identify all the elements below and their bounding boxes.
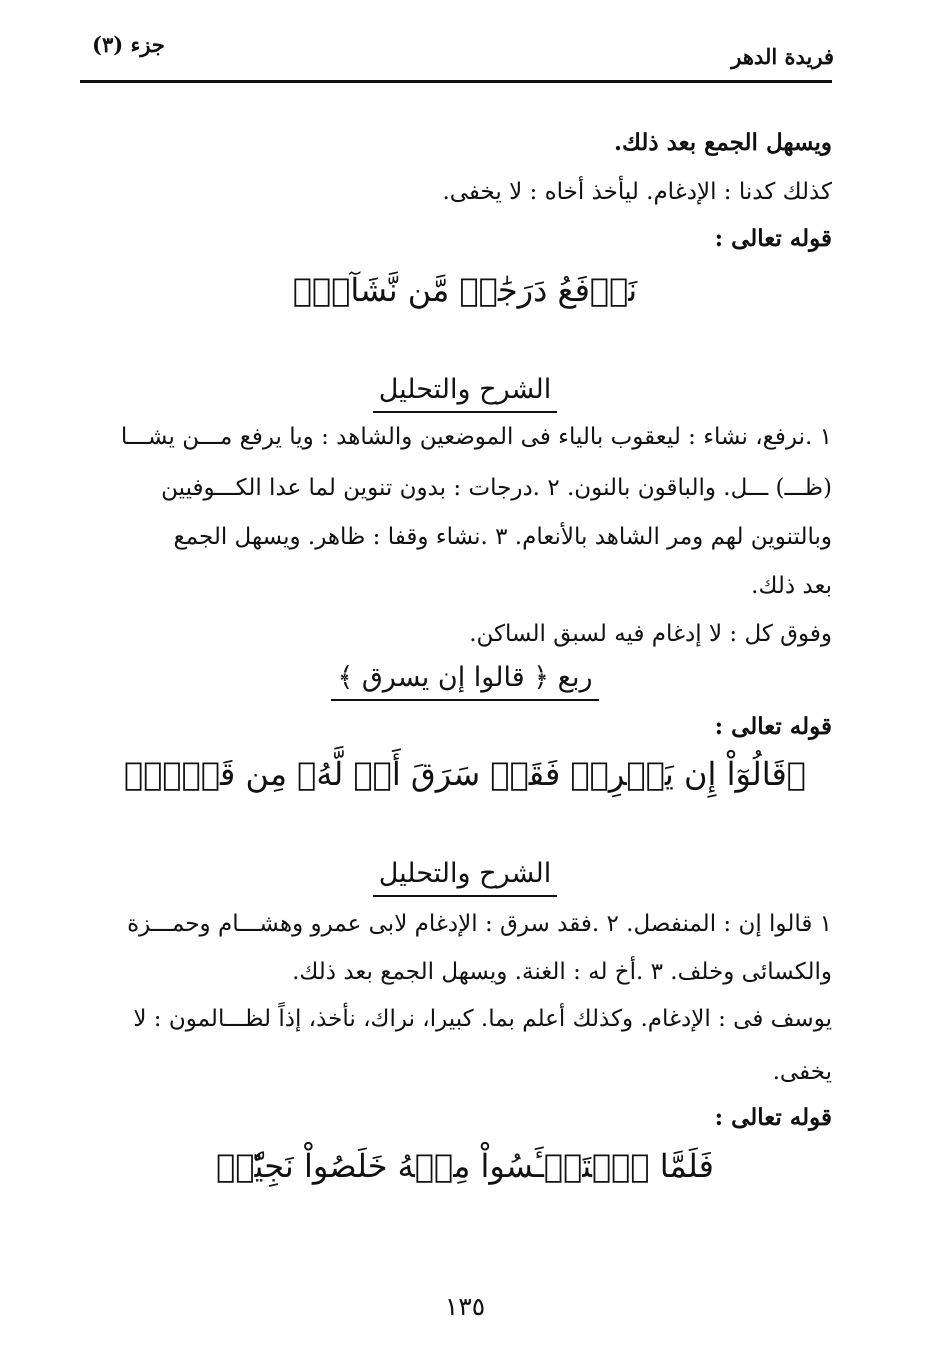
text-line: بعد ذلك. xyxy=(751,573,832,599)
section-title: ربع ﴿ قالوا إن يسرق ﴾ xyxy=(0,660,930,701)
text-line: (ظـــ) ـــل. والباقون بالنون. ٢ .درجات : بدون تنوين لما عدا الكـــوفيين xyxy=(161,475,832,501)
quran-verse: ۞قَالُوٓاْ إِن يَسۡرِقۡ فَقَدۡ سَرَقَ أَخٞ لَّهُۥ مِن قَبۡلُۚ xyxy=(124,755,806,793)
text-line: ويسهل الجمع بعد ذلك. xyxy=(613,129,832,156)
book-title: فريدة الدهر xyxy=(731,44,834,69)
text-line: يخفى. xyxy=(772,1059,832,1085)
text-line: والكسائى وخلف. ٣ .أخ له : الغنة. ويسهل الجمع بعد ذلك. xyxy=(292,959,832,985)
text-line: ١ قالوا إن : المنفصل. ٢ .فقد سرق : الإدغام لابى عمرو وهشـــام وحمـــزة xyxy=(127,911,832,937)
quran-verse: فَلَمَّا ٱسۡتَيۡـَٔسُواْ مِنۡهُ خَلَصُواْ نَجِيّٗاۖ xyxy=(216,1147,714,1185)
quran-verse: نَرۡفَعُ دَرَجَٰتٖ مَّن نَّشَآءُۗ xyxy=(292,271,638,309)
header-rule xyxy=(80,80,832,83)
text-line: يوسف فى : الإدغام. وكذلك أعلم بما. كبيرا، نراك، نأخذ، إذاً لظـــالمون : لا xyxy=(133,1006,832,1032)
section-title: الشرح والتحليل xyxy=(0,372,930,413)
text-line: قوله تعالى : xyxy=(714,225,832,252)
section-title: الشرح والتحليل xyxy=(0,856,930,897)
page-number: ١٣٥ xyxy=(444,1292,486,1321)
text-line: وبالتنوين لهم ومر الشاهد بالأنعام. ٣ .نشاء وقفا : ظاهر. ويسهل الجمع xyxy=(173,524,832,550)
text-line: ١ .نرفع، نشاء : ليعقوب بالياء فى الموضعين والشاهد : ويا يرفع مـــن يشـــا xyxy=(120,424,832,450)
part-number: جزء (٣) xyxy=(92,32,165,57)
text-line: وفوق كل : لا إدغام فيه لسبق الساكن. xyxy=(469,621,832,647)
text-line: قوله تعالى : xyxy=(714,1104,832,1131)
text-line: كذلك كدنا : الإدغام. ليأخذ أخاه : لا يخفى. xyxy=(442,179,832,205)
text-line: قوله تعالى : xyxy=(714,713,832,740)
